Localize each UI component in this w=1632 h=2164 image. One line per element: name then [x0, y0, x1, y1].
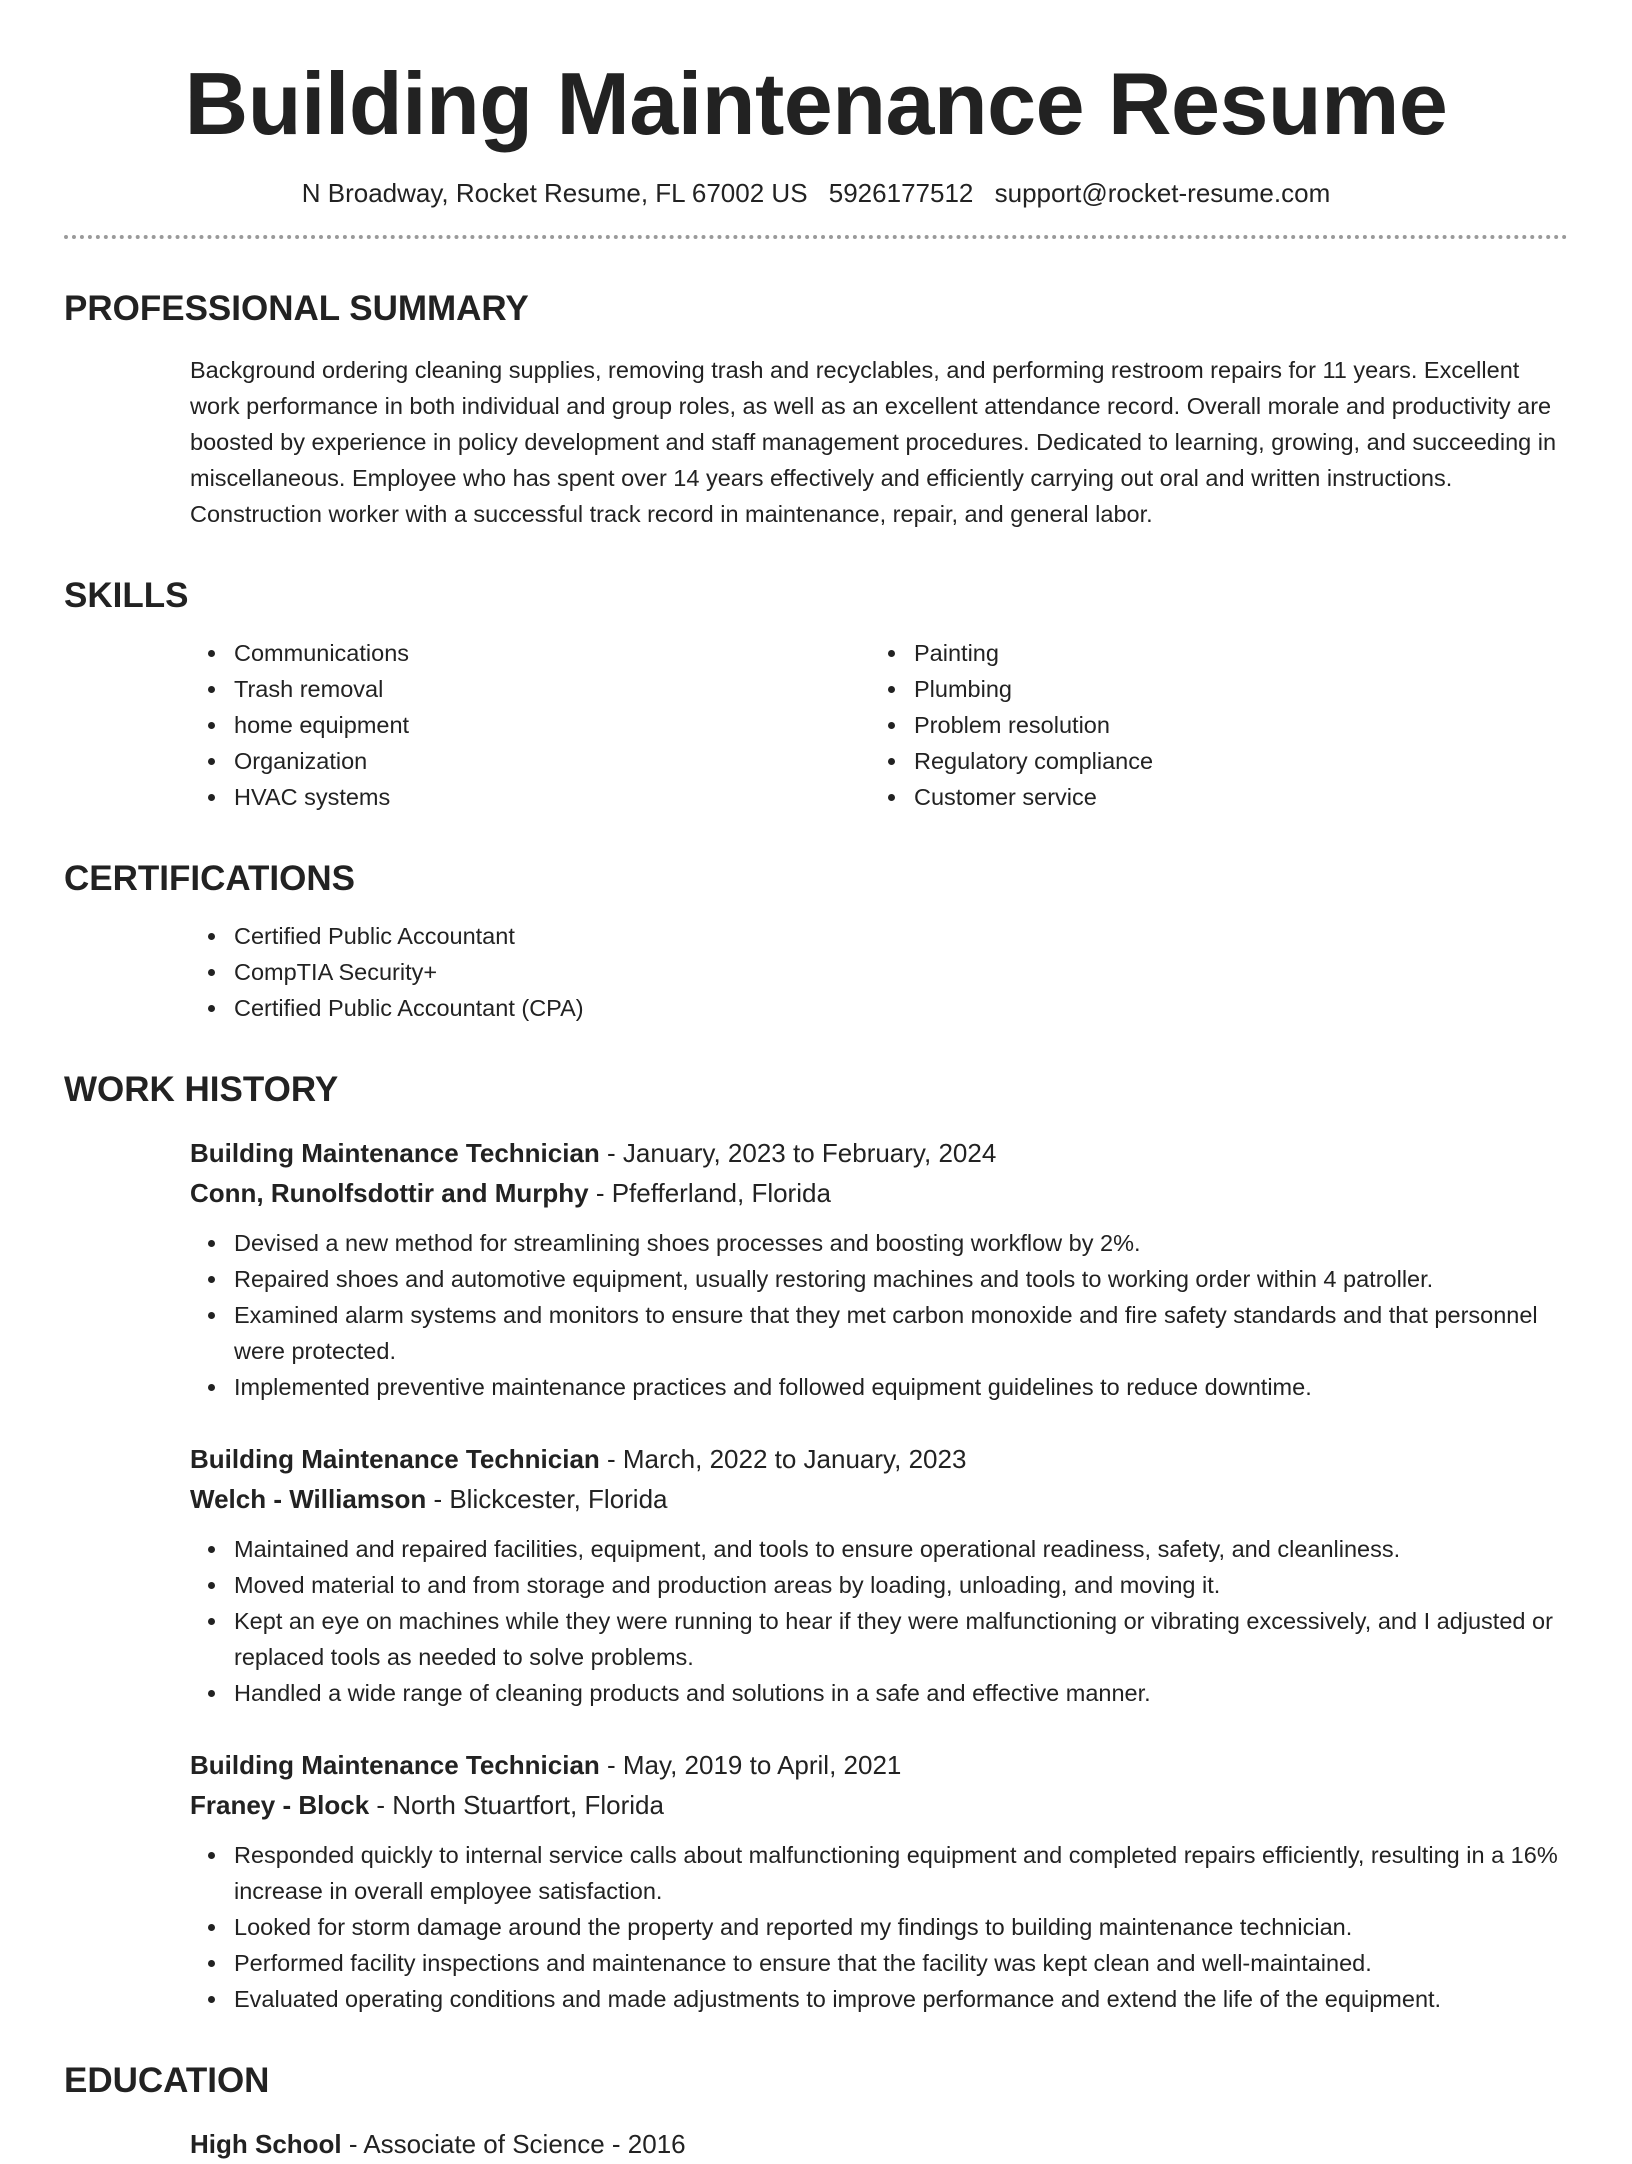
job-company: Franey - Block [190, 1790, 370, 1820]
job-title-line [190, 1133, 1568, 1173]
job-bullets [190, 1531, 1568, 1711]
job-bullet: Examined alarm systems and monitors to ensure that they met carbon monoxide and fire safety standards and that personnel were protected. [234, 1297, 1568, 1369]
skill-item: Customer service [914, 779, 1550, 815]
skill-item: Painting [914, 635, 1550, 671]
job-bullets [190, 1225, 1568, 1405]
job-bullet: Responded quickly to internal service calls about malfunctioning equipment and completed repairs efficiently, resulting in a 16% increase in overall employee satisfaction. [234, 1837, 1568, 1909]
job-company-line [190, 1479, 1568, 1519]
job-bullet: Performed facility inspections and maintenance to ensure that the facility was kept clean and well-maintained. [234, 1945, 1568, 1981]
skill-item: Trash removal [234, 671, 870, 707]
section-title-work-history: WORK HISTORY [64, 1070, 339, 1109]
contact-email: support@rocket-resume.com [994, 178, 1331, 208]
skills-column-left [190, 635, 870, 815]
skill-item: HVAC systems [234, 779, 870, 815]
job-company-line [190, 1785, 1568, 1825]
job-bullets [190, 1837, 1568, 2017]
job-bullet: Repaired shoes and automotive equipment, usually restoring machines and tools to working order within 4 patroller. [234, 1261, 1568, 1297]
job-title: Building Maintenance Technician [190, 1138, 600, 1168]
job-location: - Blickcester, Florida [426, 1484, 668, 1514]
section-title-education: EDUCATION [64, 2061, 270, 2100]
job-title: Building Maintenance Technician [190, 1444, 600, 1474]
contact-address: N Broadway, Rocket Resume, FL 67002 US [301, 178, 808, 208]
job-company-line [190, 1173, 1568, 1213]
job-bullet: Moved material to and from storage and production areas by loading, unloading, and moving it. [234, 1567, 1568, 1603]
job-title-line [190, 1439, 1568, 1479]
certification-item: CompTIA Security+ [234, 954, 1568, 990]
job-entry [190, 1439, 1568, 1711]
header-divider [64, 235, 1568, 239]
job-bullet: Implemented preventive maintenance practices and followed equipment guidelines to reduce downtime. [234, 1369, 1568, 1405]
contact-phone: 5926177512 [828, 178, 974, 208]
certifications-list [190, 918, 1568, 1026]
skill-item: Problem resolution [914, 707, 1550, 743]
job-company: Welch - Williamson [190, 1484, 427, 1514]
job-title: Building Maintenance Technician [190, 1750, 600, 1780]
page-title: Building Maintenance Resume [184, 54, 1448, 153]
summary-text: Background ordering cleaning supplies, removing trash and recyclables, and performing restroom repairs for 11 years. Excellent work performance in both individual and group roles, as well as an excellent attendance record. Overall morale and productivity are boosted by experience in policy development and staff management procedures. Dedicated to learning, growing, and succeeding in miscellaneous. Employee who has spent over 14 years effectively and efficiently carrying out oral and written instructions. Construction worker with a successful track record in maintenance, repair, and general labor. [190, 357, 1557, 527]
job-bullet: Kept an eye on machines while they were running to hear if they were malfunctioning or vibrating excessively, and I adjusted or replaced tools as needed to solve problems. [234, 1603, 1568, 1675]
education-detail: - Associate of Science - 2016 [341, 2129, 686, 2159]
education-line [190, 2124, 1568, 2164]
job-title-line [190, 1745, 1568, 1785]
skills-column-right [870, 635, 1550, 815]
resume-page [64, 0, 1568, 2164]
section-title-certifications: CERTIFICATIONS [64, 859, 356, 898]
section-title-skills: SKILLS [64, 576, 189, 615]
job-company: Conn, Runolfsdottir and Murphy [190, 1178, 589, 1208]
job-dates: - January, 2023 to February, 2024 [599, 1138, 997, 1168]
job-location: - Pfefferland, Florida [588, 1178, 831, 1208]
job-dates: - May, 2019 to April, 2021 [599, 1750, 902, 1780]
job-bullet: Maintained and repaired facilities, equipment, and tools to ensure operational readiness, safety, and cleanliness. [234, 1531, 1568, 1567]
job-bullet: Looked for storm damage around the property and reported my findings to building maintenance technician. [234, 1909, 1568, 1945]
certification-item: Certified Public Accountant [234, 918, 1568, 954]
job-entry [190, 1745, 1568, 2017]
job-bullet: Handled a wide range of cleaning products and solutions in a safe and effective manner. [234, 1675, 1568, 1711]
job-location: - North Stuartfort, Florida [369, 1790, 664, 1820]
job-bullet: Devised a new method for streamlining shoes processes and boosting workflow by 2%. [234, 1225, 1568, 1261]
skill-item: Communications [234, 635, 870, 671]
skills-list [190, 635, 1568, 815]
job-bullet: Evaluated operating conditions and made adjustments to improve performance and extend the life of the equipment. [234, 1981, 1568, 2017]
skill-item: Regulatory compliance [914, 743, 1550, 779]
certification-item: Certified Public Accountant (CPA) [234, 990, 1568, 1026]
job-entry [190, 1133, 1568, 1405]
contact-line [64, 178, 1568, 209]
education-degree: High School [190, 2129, 342, 2159]
section-title-summary: PROFESSIONAL SUMMARY [64, 289, 529, 328]
skill-item: home equipment [234, 707, 870, 743]
skill-item: Organization [234, 743, 870, 779]
job-dates: - March, 2022 to January, 2023 [599, 1444, 967, 1474]
skill-item: Plumbing [914, 671, 1550, 707]
